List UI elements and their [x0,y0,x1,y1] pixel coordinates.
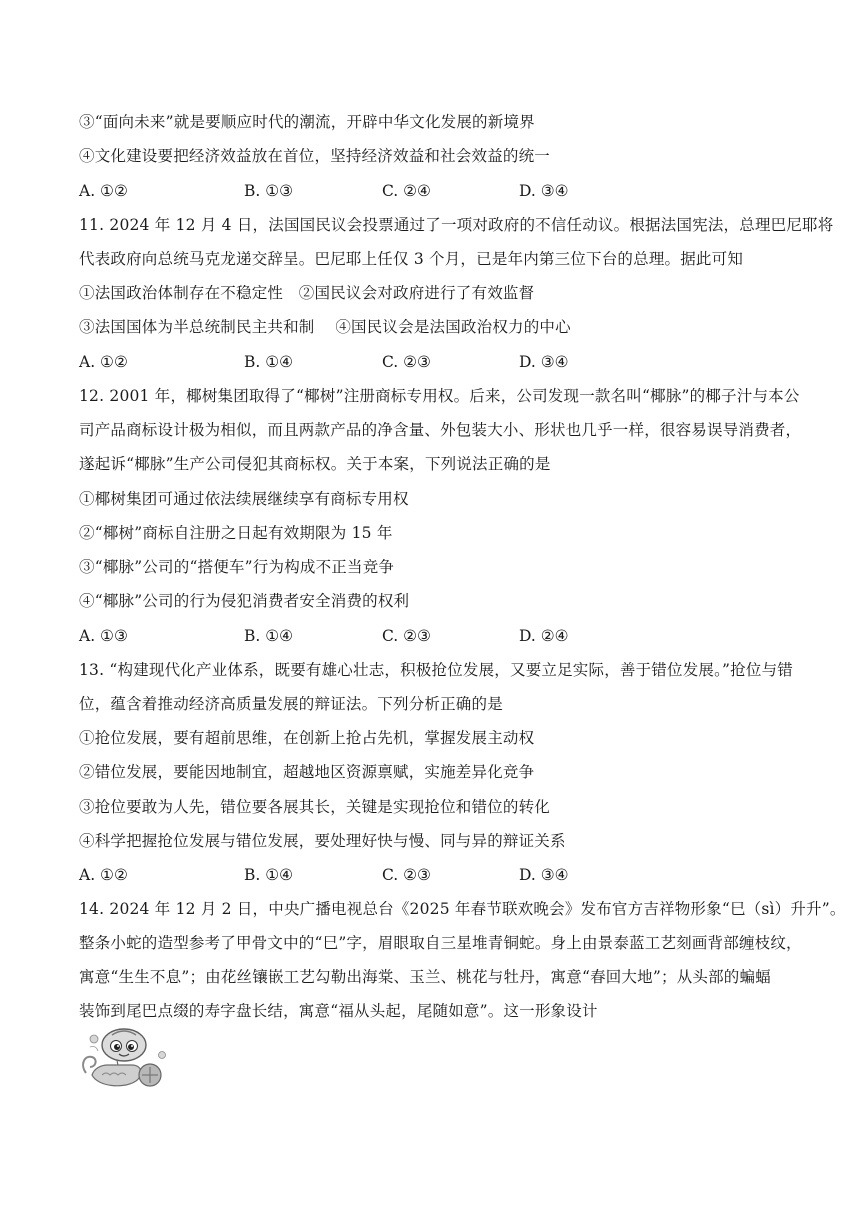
q13-choices [79,863,779,887]
q12-choice-b: B. ①④ [244,627,294,645]
q10-choice-c: C. ②④ [382,182,431,200]
q10-choice-b: B. ①③ [244,182,294,200]
q12-choice-a: A. ①③ [79,627,128,645]
q13-stem-line-2: 位，蕴含着推动经济高质量发展的辩证法。下列分析正确的是 [79,695,503,713]
q13-choice-b: B. ①④ [244,866,294,884]
q11-stem-line-2: 代表政府向总统马克龙递交辞呈。巴尼耶上任仅 3 个月，已是年内第三位下台的总理。据此可知 [79,250,744,268]
q10-option-4: ④文化建设要把经济效益放在首位，坚持经济效益和社会效益的统一 [79,147,551,165]
q11-choice-c: C. ②③ [382,353,431,371]
q11-choice-d: D. ③④ [519,353,569,371]
q14-stem-line-3: 寓意“生生不息”；由花丝镶嵌工艺勾勒出海棠、玉兰、桃花与牡丹，寓意“春回大地”；从头部的蝙蝠 [79,968,771,986]
q12-choice-d: D. ②④ [519,627,569,645]
q13-choice-d: D. ③④ [519,866,569,884]
q14-stem-line-2: 整条小蛇的造型参考了甲骨文中的“巳”字，眉眼取自三星堆青铜蛇。身上由景泰蓝工艺刻画背部缠枝纹， [79,934,802,952]
q11-choice-b: B. ①④ [244,353,294,371]
q13-option-4: ④科学把握抢位发展与错位发展，要处理好快与慢、同与异的辩证关系 [79,832,566,850]
q12-option-4: ④“椰脉”公司的行为侵犯消费者安全消费的权利 [79,592,410,610]
q13-choice-c: C. ②③ [382,866,431,884]
q12-option-2: ②“椰树”商标自注册之日起有效期限为 15 年 [79,524,393,542]
q10-choice-d: D. ③④ [519,182,569,200]
q12-option-3: ③“椰脉”公司的“搭便车”行为构成不正当竞争 [79,558,395,576]
snake-mascot-image [78,1025,178,1090]
q13-choice-a: A. ①② [79,866,128,884]
q12-stem-line-3: 遂起诉“椰脉”生产公司侵犯其商标权。关于本案，下列说法正确的是 [79,455,551,473]
q12-choices [79,624,779,648]
q11-choices [79,350,779,374]
q14-stem-line-1: 14. 2024 年 12 月 2 日，中央广播电视总台《2025 年春节联欢晚会》发布官方吉祥物形象“巳（sì）升升”。 [79,900,846,918]
q14-stem-line-4: 装饰到尾巴点缀的寿字盘长结，寓意“福从头起，尾随如意”。这一形象设计 [79,1002,598,1020]
q13-option-1: ①抢位发展，要有超前思维，在创新上抢占先机，掌握发展主动权 [79,729,535,747]
q10-choices [79,179,779,203]
q12-choice-c: C. ②③ [382,627,431,645]
q13-stem-line-1: 13. “构建现代化产业体系，既要有雄心壮志，积极抢位发展，又要立足实际，善于错位发展。”抢位与错 [79,661,793,679]
q13-option-3: ③抢位要敢为人先，错位要各展其长，关键是实现抢位和错位的转化 [79,798,551,816]
q11-items-line-2: ③法国国体为半总统制民主共和制 ④国民议会是法国政治权力的中心 [79,318,571,336]
q11-stem-line-1: 11. 2024 年 12 月 4 日，法国国民议会投票通过了一项对政府的不信任动议。根据法国宪法，总理巴尼耶将 [79,216,834,234]
q10-option-3: ③“面向未来”就是要顺应时代的潮流，开辟中华文化发展的新境界 [79,113,535,131]
q12-stem-line-1: 12. 2001 年，椰树集团取得了“椰树”注册商标专用权。后来，公司发现一款名叫“椰脉”的椰子汁与本公 [79,387,800,405]
q12-option-1: ①椰树集团可通过依法续展继续享有商标专用权 [79,490,409,508]
q12-stem-line-2: 司产品商标设计极为相似，而且两款产品的净含量、外包装大小、形状也几乎一样，很容易误导消费者， [79,421,802,439]
q11-choice-a: A. ①② [79,353,128,371]
q10-choice-a: A. ①② [79,182,128,200]
q13-option-2: ②错位发展，要能因地制宜，超越地区资源禀赋，实施差异化竞争 [79,763,535,781]
q11-items-line-1: ①法国政治体制存在不稳定性 ②国民议会对政府进行了有效监督 [79,284,535,302]
